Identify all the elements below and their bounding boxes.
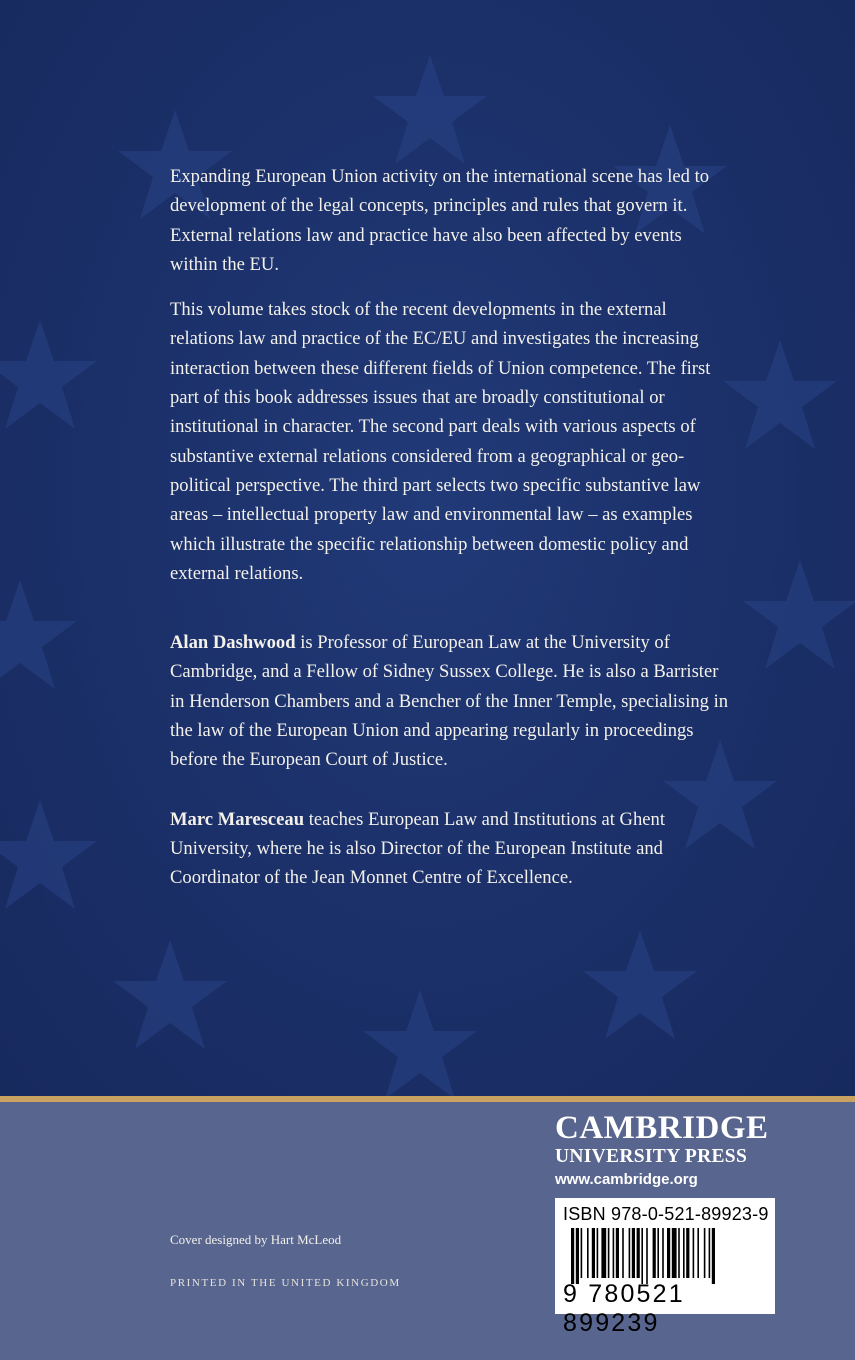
- barcode-bar: [632, 1228, 635, 1278]
- star-icon: [0, 580, 77, 689]
- barcode-bar: [581, 1228, 583, 1278]
- blurb-paragraph-1: Expanding European Union activity on the international scene has led to development of the legal concepts, principles and rules that govern it. External relations law and practice have also been affected by events within the EU.: [170, 166, 710, 275]
- cover-credit: Cover designed by Hart McLeod: [170, 1232, 342, 1247]
- star-icon: [743, 560, 855, 669]
- ean-digits: 9 780521 899239: [563, 1280, 685, 1337]
- star-icon: [0, 320, 97, 429]
- barcode-bar: [597, 1228, 599, 1278]
- barcode-bar: [637, 1228, 640, 1278]
- author-bio-text: teaches European Law and Institutions at Ghent University, where he is also Director of the European Institute and Coordinator of the Jean Monnet Centre of Excellence.: [170, 808, 665, 889]
- barcode-bar: [587, 1228, 589, 1278]
- publisher-url: www.cambridge.org: [555, 1171, 698, 1188]
- author-bio-dashwood: [170, 628, 730, 774]
- star-icon: [373, 55, 487, 164]
- barcode-bar: [693, 1228, 695, 1278]
- barcode-bar: [683, 1228, 685, 1278]
- author-name: Alan Dashwood: [170, 632, 296, 654]
- barcode-bar: [672, 1228, 677, 1278]
- star-icon: [723, 340, 837, 449]
- author-name: Marc Maresceau: [170, 808, 305, 830]
- publisher-logo-sub: UNIVERSITY PRESS: [555, 1146, 748, 1167]
- barcode-bar: [712, 1228, 715, 1284]
- barcode-bar: [667, 1228, 670, 1278]
- barcode-bar: [622, 1228, 624, 1278]
- barcode-bar: [616, 1228, 619, 1278]
- barcode-bar: [629, 1228, 631, 1278]
- barcode-bar: [641, 1228, 643, 1284]
- barcode-bar: [592, 1228, 595, 1278]
- barcode-bar: [613, 1228, 615, 1278]
- barcode-bar: [704, 1228, 706, 1278]
- barcode-bar: [646, 1228, 648, 1284]
- star-icon: [583, 930, 697, 1039]
- publisher-logo-name: CAMBRIDGE: [555, 1110, 769, 1146]
- barcode-bar: [686, 1228, 689, 1278]
- star-icon: [363, 990, 477, 1096]
- barcode-panel: [555, 1198, 775, 1337]
- isbn-label: ISBN 978-0-521-89923-9: [563, 1204, 769, 1224]
- barcode-bar: [608, 1228, 610, 1278]
- star-icon: [113, 940, 227, 1049]
- barcode-bar: [657, 1228, 659, 1278]
- barcode-bar: [571, 1228, 574, 1284]
- star-icon: [0, 800, 97, 909]
- author-bio-maresceau: [170, 805, 730, 893]
- barcode-bar: [678, 1228, 680, 1278]
- printed-in: PRINTED IN THE UNITED KINGDOM: [170, 1277, 401, 1289]
- blurb-paragraph-2: This volume takes stock of the recent developments in the external relations law and practice of the EC/EU and investigates the increasing interaction between these different fields of Union competence. The first part of this book addresses issues that are broadly constitutional or institutional in character. The second part deals with various aspects of substantive external relations considered from a geographical or geo-political perspective. The third part selects two specific substantive law areas – intellectual property law and environmental law – as examples which illustrate the specific relationship between domestic policy and external relations.: [170, 299, 711, 584]
- barcode-bar: [662, 1228, 664, 1278]
- barcode-bar: [709, 1228, 711, 1278]
- barcode-bar: [653, 1228, 656, 1278]
- barcode-bar: [576, 1228, 579, 1284]
- back-cover-text: [170, 162, 730, 909]
- barcode-bar: [601, 1228, 606, 1278]
- barcode-bar: [697, 1228, 699, 1278]
- author-bio-text: is Professor of European Law at the University of Cambridge, and a Fellow of Sidney Sussex College. He is also a Barrister in Henderson Chambers and a Bencher of the Inner Temple, specialising in the law of the European Union and appearing regularly in proceedings before the European Court of Justice.: [170, 632, 729, 771]
